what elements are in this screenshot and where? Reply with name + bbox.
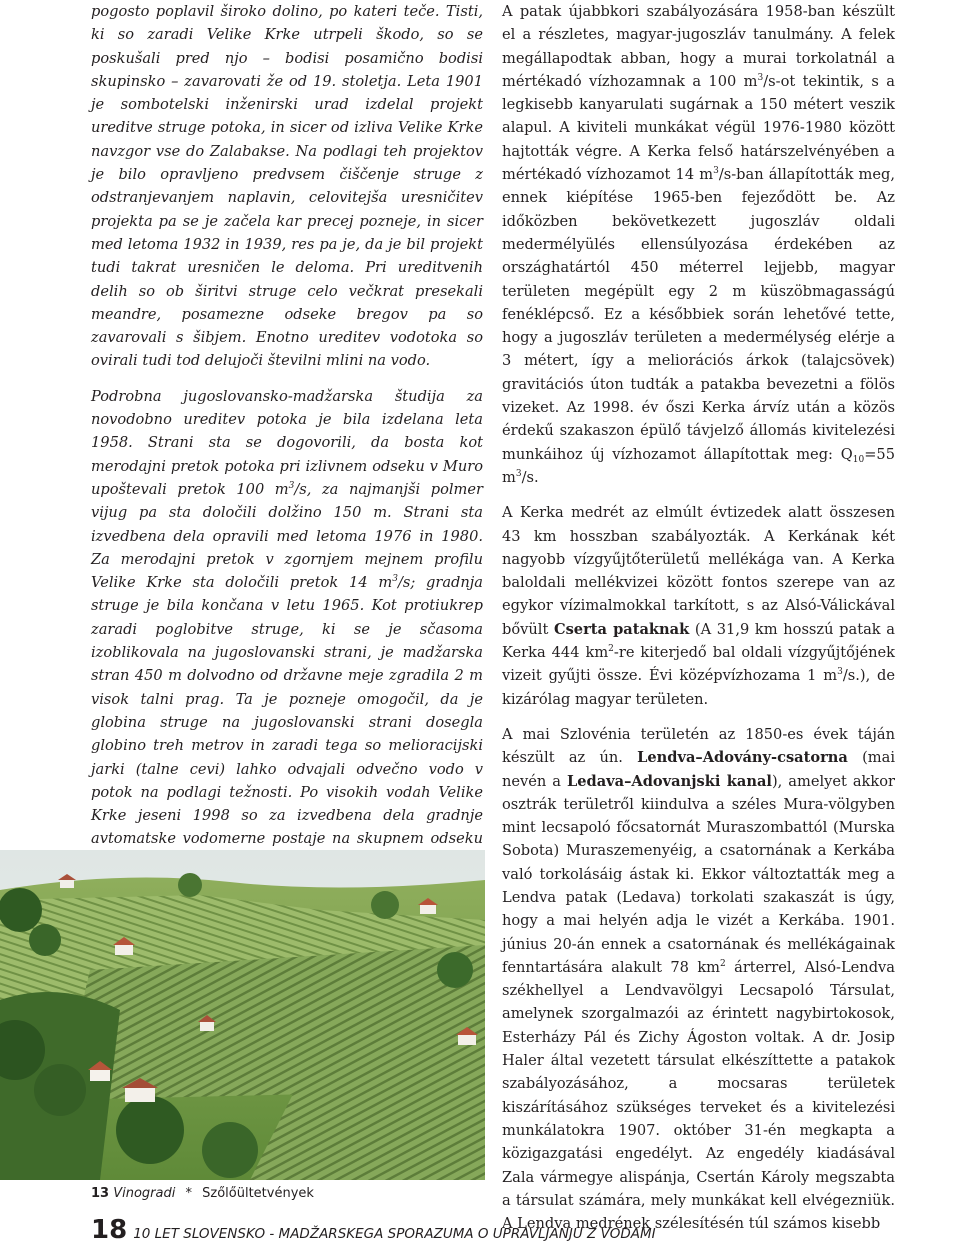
hungarian-text-column xyxy=(502,0,895,1235)
hungarian-paragraph-3: A mai Szlovénia területén az 1850-es évek táján készült az ún. Lendva–Adovány-csatorna (mai nevén a Ledava–Adovanjski kanal), amelyet akkor osztrák területről kiindulva a széles Mura-völgyben mint lecsapoló főcsatornát Muraszombattól (Murska Sobota) Muraszemenyéig, a csatornának a Kerkába való torkolásáig ástak ki. Ekkor változtatták meg a Lendva patak (Ledava) torkolati szakaszát is úgy, hogy a mai helyén adja le vizét a Kerkába. 1901. június 20-án ennek a csatornának és mellékágainak fenntartására alakult 78 $km^2$ árterrel, Alsó-Lendva székhellyel a Lendvavölgyi Lecsapoló Társulat, amelynek szorgalmazói az érintett nagybirtokosok, Esterházy Pál és Zichy Ágoston voltak. A dr. Josip Haler által vezetett társulat elkészíttette a patakok szabályozásához, a mocsaras területek kiszárításához szükséges terveket és a kivitelezési munkálatokra 1907. október 31-én megkapta a közigazgatási engedélyt. Az engedély kiadásával Zala vármegye alispánja, Csertán Károly megszabta a társulat számára, mely munkákat kell elvégezniük. A Lendva medrének szélesítésén túl számos kisebb xyxy=(502,725,895,1233)
page-footer xyxy=(91,1215,656,1249)
caption-separator: * xyxy=(185,1186,192,1201)
vineyard-photo xyxy=(0,850,485,1180)
slovene-paragraph-1: pogosto poplavil široko dolino, po kateri teče. Tisti, ki so zaradi Velike Krke utrpeli škodo, so se poskušali pred njo – bodisi posamično bodisi skupinsko – zavarovati že od 19. stoletja. Leta 1901 je sombotelski inženirski urad izdelal projekt ureditve struge potoka, in sicer od izliva Velike Krke navzgor vse do Zalabakse. Na podlagi teh projektov je bilo opravljeno predvsem čiščenje struge z odstranjevanjem naplavin, celovitejša uresničitev projekta pa se je začela kar precej pozneje, in sicer med letoma 1932 in 1939, res pa je, da je bil projekt tudi takrat uresničen le deloma. Pri ureditvenih delih so ob širitvi struge celo večkrat presekali meandre, posamezne odseke bregov pa so zavarovali s šibjem. Enotno ureditev vodotoka so ovirali tudi tod delujoči številni mlini na vodo. xyxy=(91,3,483,370)
page-number: 18 xyxy=(91,1215,128,1245)
hungarian-paragraph-2: A Kerka medrét az elmúlt évtizedek alatt összesen 43 km hosszban szabályozták. A Kerkának két nagyobb vízgyűjtőterületű mellékága van. A Kerka baloldali mellékvizei között fontos szerepe van az egykor vízimalmokkal tarkított, s az Alsó-Válickával bővült Cserta pataknak (A 31,9 km hosszú patak a Kerka 444 $km^2-re$ kiterjedő bal oldali vízgyűjtőjének vizeit gyűjti össze. Évi középvízhozama 1 $m^3/s$.), de kizárólag magyar területen. xyxy=(502,504,895,708)
slovene-paragraph-2: Podrobna jugoslovansko-madžarska študija za novodobno ureditev potoka je bila izdelana leta 1958. Strani sta se dogovorili, da bosta kot merodajni pretok potoka pri izlivnem odseku v Muro upoštevali pretok 100 $m^3/s$, za najmanjši polmer vijug pa sta določili dolžino 150 m. Strani sta izvedbena dela opravili med letoma 1976 in 1980. Za merodajni pretok v zgornjem mejnem profilu Velike Krke sta določili pretok 14 $m^3/s$; gradnja struge je bila končana v letu 1965. Kot protiukrep zaradi poglobitve struge, ki se je sčasoma izoblikovala na jugoslovanski strani, je madžarska stran 450 m dolvodno od državne meje zgradila 2 m visok talni prag. Ta je pozneje omogočil, da je globina struge na jugoslovanski strani dosegla globino treh metrov in zaradi tega so melioracijski jarki (talne cevi) lahko odvajali odvečno vodo v potok na podlagi težnosti. Po visokih vodah Velike Krke jeseni 1998 so za izvedbena dela gradnje avtomatske vodomerne postaje na skupnem odseku xyxy=(91,387,483,848)
slovene-text-column xyxy=(91,0,483,874)
caption-slovene: Vinogradi xyxy=(113,1186,176,1201)
publication-title: 10 LET SLOVENSKO - MADŽARSKEGA SPORAZUMA O UPRAVLJANJU Z VODAMI xyxy=(133,1226,656,1242)
cserta-term: Cserta pataknak xyxy=(553,620,690,638)
hungarian-paragraph-1: A patak újabbkori szabályozására 1958-ban készült el a részletes, magyar-jugoszláv tanulmány. A felek megállapodtak abban, hogy a murai torkolatnál a mértékadó vízhozamnak a 100 $m^3/s-ot$ tekintik, s a legkisebb kanyarulati sugárnak a 150 métert veszik alapul. A kiviteli munkákat végül 1976-1980 között hajtották végre. A Kerka felső határszelvényében a mértékadó vízhozamot 14 $m^3/s$-ban állapították meg, ennek kiépítése 1965-ben fejeződött be. Az időközben bekövetkezett jugoszláv oldali medermélyülés ellensúlyozása érdekében az országhatártól 450 méterrel lejjebb, magyar területen megépült egy 2 m küszöbmagasságú fenéklépcső. Ez a későbbiek során lehetővé tette, hogy a jugoszláv területen a medermélység elérje a 3 métert, így a meliorációs árkok (talajcsövek) gravitációs úton tudták a patakba bevezetni a fölös vizeket. Az 1998. év őszi Kerka árvíz után a közös érdekű szakaszon épülő távjelző állomás kivitelezési munkáihoz új vízhozamot állapítottak meg: $Q_{10}=55$ $m^3/s$. xyxy=(502,3,895,486)
photo-caption xyxy=(91,1186,314,1201)
caption-number: 13 xyxy=(91,1186,110,1201)
ledava-canal-term: Ledava–Adovanjski kanal xyxy=(566,772,772,790)
caption-hungarian: Szőlőültetvények xyxy=(202,1186,314,1201)
lendva-canal-term: Lendva–Adovány-csatorna xyxy=(637,749,848,767)
